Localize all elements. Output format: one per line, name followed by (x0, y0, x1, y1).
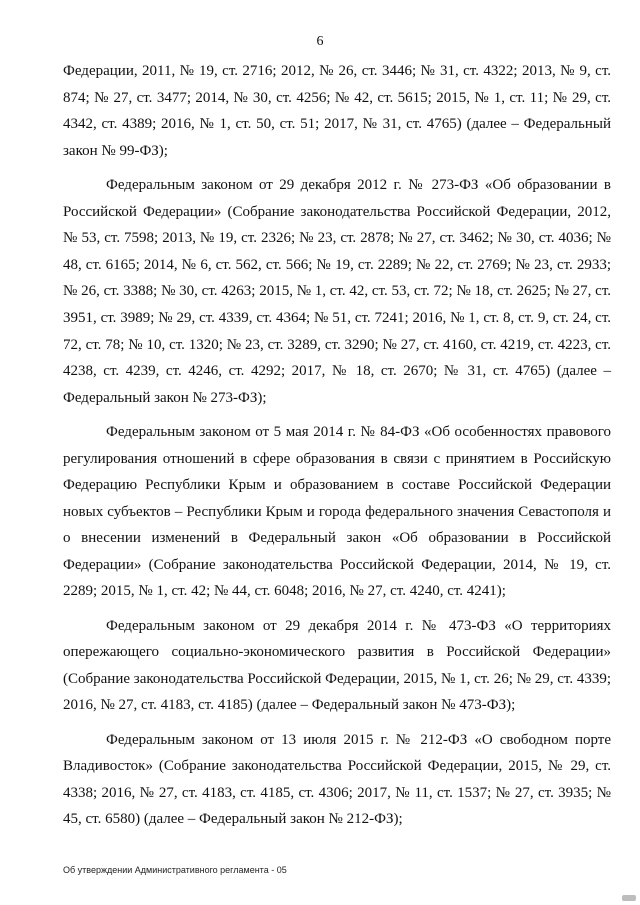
paragraph-law-473: Федеральным законом от 29 декабря 2014 г. № 473-ФЗ «О территориях опережающего социально-экономического развития в Российской Федерации» (Собрание законодательства Российской Федерации, 2015, № 1, ст. 26; № 29, ст. 4339; 2016, № 27, ст. 4183, ст. 4185) (далее – Федеральный закон № 473-ФЗ); (63, 617, 611, 714)
page-number: 6 (316, 34, 324, 49)
paragraph-law-212: Федеральным законом от 13 июля 2015 г. № 212-ФЗ «О свободном порте Владивосток» (Собрание законодательства Российской Федерации, 2015, № 29, ст. 4338; 2016, № 27, ст. 4183, ст. 4185, ст. 4306; 2017, № 11, ст. 1537; № 27, ст. 3935; № 45, ст. 6580) (далее – Федеральный закон № 212-ФЗ); (63, 731, 611, 828)
paragraph-law-84: Федеральным законом от 5 мая 2014 г. № 84-ФЗ «Об особенностях правового регулирования отношений в сфере образования в связи с принятием в Российскую Федерацию Республики Крым и образованием в составе Российской Федерации новых субъектов – Республики Крым и города федерального значения Севастополя и о внесении изменений в Федеральный закон «Об образовании в Российской Федерации» (Собрание законодательства Российской Федерации, 2014, № 19, ст. 2289; 2015, № 1, ст. 42; № 44, ст. 6048; 2016, № 27, ст. 4240, ст. 4241); (63, 423, 611, 600)
footer-document-title: Об утверждении Административного регламента - 05 (63, 865, 287, 875)
scan-edge-mark (622, 895, 636, 901)
paragraph-continuation: Федерации, 2011, № 19, ст. 2716; 2012, № 26, ст. 3446; № 31, ст. 4322; 2013, № 9, ст. 874; № 27, ст. 3477; 2014, № 30, ст. 4256; № 42, ст. 5615; 2015, № 1, ст. 11; № 29, ст. 4342, ст. 4389; 2016, № 1, ст. 50, ст. 51; 2017, № 31, ст. 4765) (далее – Федеральный закон № 99-ФЗ); (63, 63, 611, 159)
document-body (63, 58, 611, 841)
paragraph-law-273: Федеральным законом от 29 декабря 2012 г. № 273-ФЗ «Об образовании в Российской Федерации» (Собрание законодательства Российской Федерации, 2012, № 53, ст. 7598; 2013, № 19, ст. 2326; № 23, ст. 2878; № 27, ст. 3462; № 30, ст. 4036; № 48, ст. 6165; 2014, № 6, ст. 562, ст. 566; № 19, ст. 2289; № 22, ст. 2769; № 23, ст. 2933; № 26, ст. 3388; № 30, ст. 4263; 2015, № 1, ст. 42, ст. 53, ст. 72; № 18, ст. 2625; № 27, ст. 3951, ст. 3989; № 29, ст. 4339, ст. 4364; № 51, ст. 7241; 2016, № 1, ст. 8, ст. 9, ст. 24, ст. 72, ст. 78; № 10, ст. 1320; № 23, ст. 3289, ст. 3290; № 27, ст. 4160, ст. 4219, ст. 4223, ст. 4238, ст. 4239, ст. 4246, ст. 4292; 2017, № 18, ст. 2670; № 31, ст. 4765) (далее – Федеральный закон № 273-ФЗ); (63, 176, 611, 406)
